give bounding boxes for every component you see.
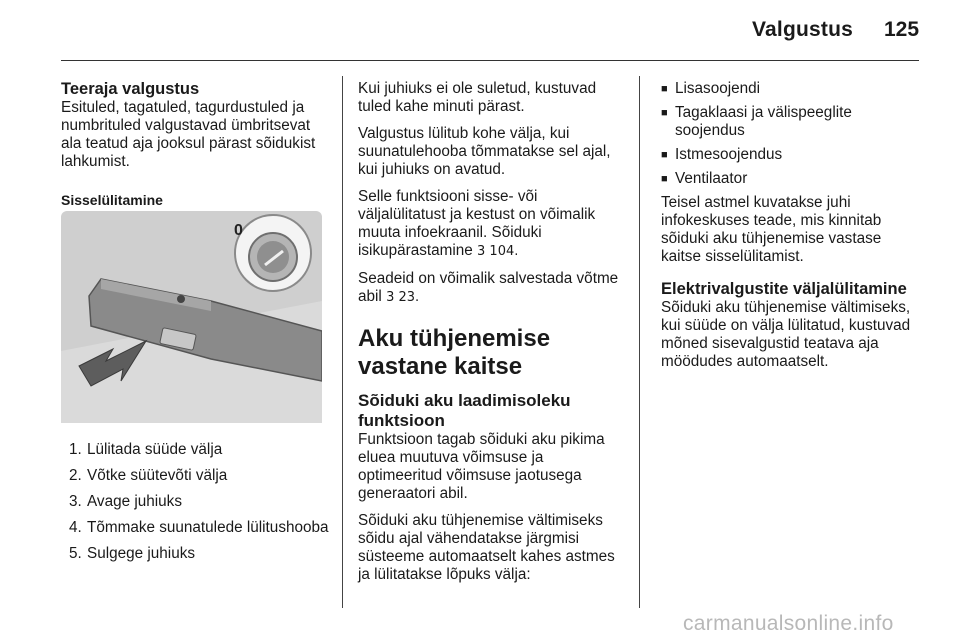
- heading-electric-lights-off: Elektrivalgustite väljalülitamine: [661, 280, 907, 298]
- paragraph: Sõiduki aku tühjenemise vältimiseks, kui süüde on välja lülitatud, kustuvad mõned sisevalgustid teatava aja möödudes automaatselt.: [661, 299, 911, 370]
- turn-signal-lever-illustration: [61, 211, 322, 423]
- section-title-path-lighting: Teeraja valgustus: [61, 80, 200, 98]
- list-item: ■ Tagaklaasi ja välispeeglite soojendus: [661, 104, 923, 140]
- paragraph: Selle funktsiooni sisse- või väljalülitatust ja kestust on võimalik muuta infoekraanil. Sõiduki isikupärastamine 3 104.: [358, 188, 596, 259]
- list-item: 1. Lülitada süüde välja: [69, 441, 223, 458]
- heading-battery-discharge-protection: Aku tühjenemise vastane kaitse: [358, 325, 551, 380]
- list-item: ■ Istmesoojendus: [661, 146, 923, 164]
- paragraph: Funktsioon tagab sõiduki aku pikima eluea muutuva võimsuse ja optimeeritud võimsuse jaotusega generaatori abil.: [358, 431, 605, 502]
- ignition-position-label: 0: [234, 222, 243, 239]
- paragraph: Teisel astmel kuvatakse juhi infokeskuses teade, mis kinnitab sõiduki aku tühjenemise vastase kaitse sisselülitamist.: [661, 194, 882, 265]
- watermark: carmanualsonline.info: [683, 612, 894, 635]
- list-item: 3. Avage juhiuks: [69, 493, 182, 510]
- header-title: Valgustus: [752, 18, 853, 41]
- header-rule: [61, 60, 919, 61]
- cross-reference-link[interactable]: 3 23.: [386, 290, 420, 305]
- heading-battery-charge-function: Sõiduki aku laadimisoleku funktsioon: [358, 391, 571, 430]
- paragraph: Sõiduki aku tühjenemise vältimiseks sõidu ajal vähendatakse järgmisi süsteeme automaatselt kahes astmes ja lülitatakse lõpuks välja:: [358, 512, 615, 583]
- paragraph: Kui juhiuks ei ole suletud, kustuvad tuled kahe minuti pärast.: [358, 80, 597, 115]
- subheading-activation: Sisselülitamine: [61, 192, 163, 208]
- column-1: [61, 80, 333, 209]
- column-3: [661, 80, 923, 380]
- list-item: ■ Ventilaator: [661, 170, 923, 188]
- paragraph: Seadeid on võimalik salvestada võtme abil 3 23.: [358, 270, 619, 305]
- list-item: 2. Võtke süütevõti välja: [69, 467, 228, 484]
- list-item: 5. Sulgege juhiuks: [69, 545, 196, 562]
- list-item: 4. Tõmmake suunatulede lülitushooba: [69, 519, 329, 536]
- cross-reference-link[interactable]: 3 104.: [477, 244, 519, 259]
- column-2: [358, 80, 628, 593]
- column-divider-2: [639, 76, 640, 608]
- intro-paragraph: Esituled, tagatuled, tagurdustuled ja numbrituled valgustavad ümbritsevat ala teatud aja jooksul pärast sõidukist lahkumist.: [61, 99, 316, 170]
- column-divider-1: [342, 76, 343, 608]
- steps-list: [61, 441, 333, 571]
- paragraph: Valgustus lülitub kohe välja, kui suunatulehooba tõmmatakse sel ajal, kui juhiuks on avatud.: [358, 125, 611, 178]
- list-item: ■ Lisasoojendi: [661, 80, 923, 98]
- page-number: 125: [884, 18, 920, 41]
- bullet-list: [661, 80, 923, 188]
